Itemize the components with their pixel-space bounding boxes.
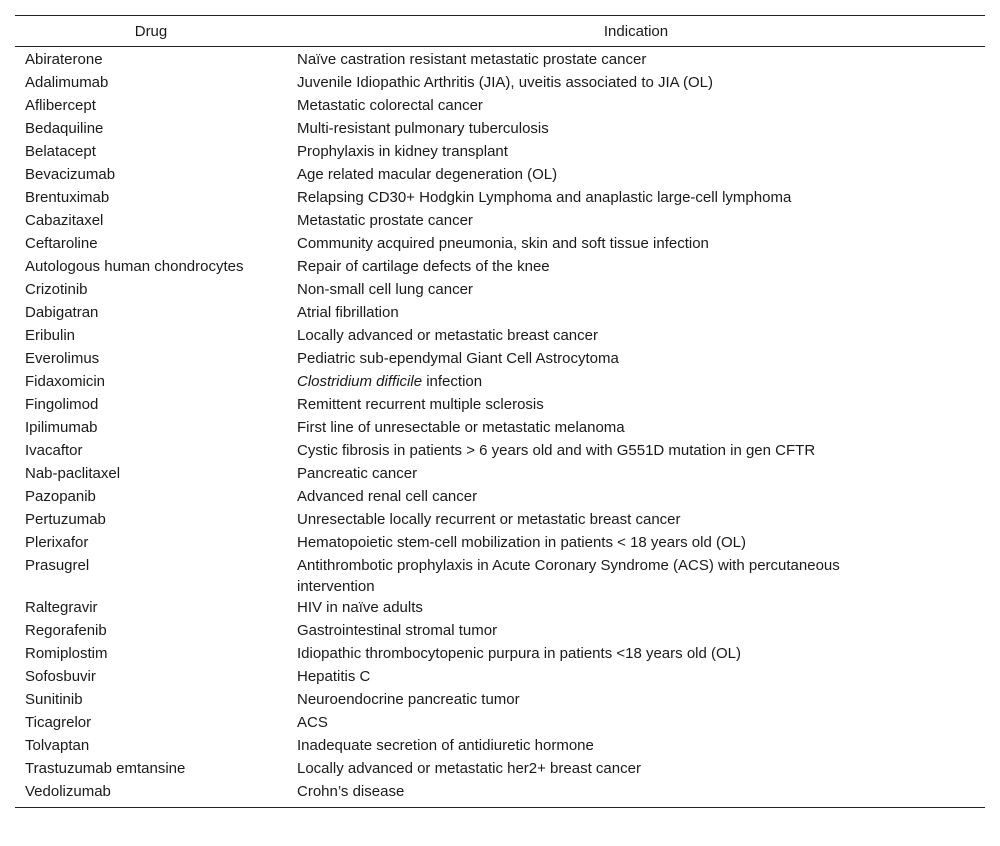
indication-text: infection xyxy=(422,373,483,390)
drug-cell: Cabazitaxel xyxy=(25,212,104,229)
indication-cell: Unresectable locally recurrent or metastatic breast cancer xyxy=(297,511,681,528)
table-row xyxy=(15,118,985,141)
drug-cell: Tolvaptan xyxy=(25,737,90,754)
indication-cell: Community acquired pneumonia, skin and soft tissue infection xyxy=(297,235,709,252)
table-row xyxy=(15,371,985,394)
table-row xyxy=(15,95,985,118)
table-row xyxy=(15,620,985,643)
table-header xyxy=(15,16,985,47)
indication-cell: Inadequate secretion of antidiuretic hormone xyxy=(297,737,594,754)
indication-cell: Cystic fibrosis in patients > 6 years old and with G551D mutation in gen CFTR xyxy=(297,442,816,459)
drug-cell: Eribulin xyxy=(25,327,76,344)
indication-cell: Age related macular degeneration (OL) xyxy=(297,166,558,183)
drug-cell: Trastuzumab emtansine xyxy=(25,760,186,777)
table-row xyxy=(15,666,985,689)
indication-cell: Locally advanced or metastatic breast cancer xyxy=(297,327,598,344)
indication-cell: Multi-resistant pulmonary tuberculosis xyxy=(297,120,549,137)
table-row xyxy=(15,394,985,417)
table-row xyxy=(15,141,985,164)
indication-cell: Idiopathic thrombocytopenic purpura in patients <18 years old (OL) xyxy=(297,645,742,662)
indication-cell: Pancreatic cancer xyxy=(297,465,418,482)
table-row xyxy=(15,348,985,371)
table-row xyxy=(15,440,985,463)
drug-cell: Sunitinib xyxy=(25,691,83,708)
drug-cell: Sofosbuvir xyxy=(25,668,96,685)
indication-cell: Atrial fibrillation xyxy=(297,304,399,321)
drug-cell: Bedaquiline xyxy=(25,120,104,137)
table-row xyxy=(15,47,985,73)
table-row xyxy=(15,302,985,325)
drug-cell: Brentuximab xyxy=(25,189,110,206)
header-indication: Indication xyxy=(287,16,985,47)
drug-cell: Ivacaftor xyxy=(25,442,83,459)
drug-cell: Bevacizumab xyxy=(25,166,116,183)
indication-italic-text: Clostridium difficile xyxy=(297,373,423,390)
table-row xyxy=(15,417,985,440)
indication-cell: Crohn’s disease xyxy=(297,783,405,800)
table-body xyxy=(15,47,985,808)
indication-cell: Non-small cell lung cancer xyxy=(297,281,473,298)
drug-cell: Fidaxomicin xyxy=(25,373,106,390)
drug-cell: Pertuzumab xyxy=(25,511,106,528)
drug-indication-table xyxy=(15,15,985,808)
drug-cell: Aflibercept xyxy=(25,97,96,114)
indication-cell: Relapsing CD30+ Hodgkin Lymphoma and anaplastic large-cell lymphoma xyxy=(297,189,792,206)
indication-cell: Naïve castration resistant metastatic prostate cancer xyxy=(297,51,647,68)
drug-cell: Everolimus xyxy=(25,350,100,367)
table-row xyxy=(15,689,985,712)
table-row xyxy=(15,486,985,509)
table-row xyxy=(15,735,985,758)
drug-cell: Prasugrel xyxy=(25,557,90,574)
drug-cell: Ceftaroline xyxy=(25,235,98,252)
drug-cell: Crizotinib xyxy=(25,281,88,298)
table-row xyxy=(15,781,985,807)
indication-cell: Hematopoietic stem-cell mobilization in patients < 18 years old (OL) xyxy=(297,534,746,551)
header-drug: Drug xyxy=(15,16,287,47)
drug-cell: Regorafenib xyxy=(25,622,107,639)
indication-cell: Metastatic prostate cancer xyxy=(297,212,473,229)
drug-cell: Dabigatran xyxy=(25,304,99,321)
indication-cell: Prophylaxis in kidney transplant xyxy=(297,143,508,160)
table-row xyxy=(15,256,985,279)
indication-cell: Hepatitis C xyxy=(297,668,371,685)
indication-cell: Metastatic colorectal cancer xyxy=(297,97,483,114)
drug-cell: Ticagrelor xyxy=(25,714,92,731)
indication-cell: Neuroendocrine pancreatic tumor xyxy=(297,691,520,708)
indication-cell: Pediatric sub-ependymal Giant Cell Astrocytoma xyxy=(297,350,619,367)
table-row xyxy=(15,555,985,597)
indication-cell: Locally advanced or metastatic her2+ breast cancer xyxy=(297,760,641,777)
table-row xyxy=(15,712,985,735)
drug-cell: Ipilimumab xyxy=(25,419,98,436)
indication-cell: Antithrombotic prophylaxis in Acute Coronary Syndrome (ACS) with percutaneous intervention xyxy=(297,557,840,595)
table-row xyxy=(15,187,985,210)
table-row xyxy=(15,597,985,620)
table-row xyxy=(15,279,985,302)
drug-cell: Plerixafor xyxy=(25,534,89,551)
table-row xyxy=(15,463,985,486)
table-row xyxy=(15,325,985,348)
drug-cell: Adalimumab xyxy=(25,74,109,91)
table-row xyxy=(15,643,985,666)
drug-cell: Abiraterone xyxy=(25,51,103,68)
table-row xyxy=(15,509,985,532)
indication-cell xyxy=(287,371,985,394)
indication-cell: ACS xyxy=(297,714,328,731)
indication-cell: Repair of cartilage defects of the knee xyxy=(297,258,550,275)
table-row xyxy=(15,210,985,233)
drug-cell: Nab-paclitaxel xyxy=(25,465,121,482)
drug-cell: Fingolimod xyxy=(25,396,99,413)
drug-cell: Vedolizumab xyxy=(25,783,111,800)
drug-cell: Autologous human chondrocytes xyxy=(25,258,244,275)
table-row xyxy=(15,72,985,95)
drug-cell: Pazopanib xyxy=(25,488,96,505)
indication-cell: Juvenile Idiopathic Arthritis (JIA), uveitis associated to JIA (OL) xyxy=(297,74,714,91)
drug-cell: Romiplostim xyxy=(25,645,108,662)
indication-cell: First line of unresectable or metastatic melanoma xyxy=(297,419,625,436)
table-row xyxy=(15,532,985,555)
table-row xyxy=(15,233,985,256)
table-row xyxy=(15,164,985,187)
indication-cell: Remittent recurrent multiple sclerosis xyxy=(297,396,544,413)
indication-cell: Gastrointestinal stromal tumor xyxy=(297,622,498,639)
indication-cell: HIV in naïve adults xyxy=(297,599,423,616)
indication-cell: Advanced renal cell cancer xyxy=(297,488,478,505)
drug-cell: Raltegravir xyxy=(25,599,98,616)
table-row xyxy=(15,758,985,781)
drug-cell: Belatacept xyxy=(25,143,96,160)
